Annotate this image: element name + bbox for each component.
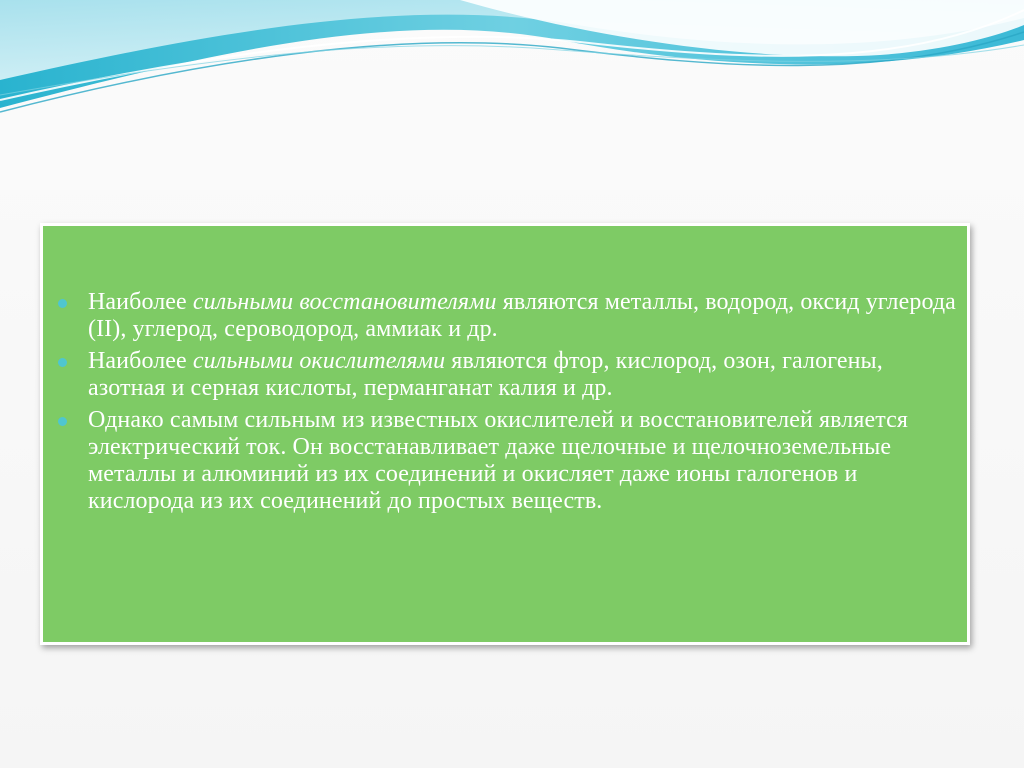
bullet-1-text-end: являются металлы, водород, оксид углерода (II), углерод, сероводород, аммиак и др. [88,289,956,342]
bullet-item-3 [58,407,963,515]
content-box [40,223,970,645]
bullet-item-2 [58,348,963,402]
bullet-2-emphasis: сильными окислителями [192,348,446,374]
bullet-2-text-end: являются фтор, кислород, озон, галогены, азотная и серная кислоты, перманганат калия и др. [88,348,883,401]
bullet-icon [58,299,67,308]
bullet-list [58,289,963,520]
bullet-2-text-start: Наиболее [88,348,193,374]
bullet-1-emphasis: сильными восстановителями [192,289,497,315]
bullet-icon [58,417,67,426]
bullet-icon [58,358,67,367]
decorative-waves-header [0,0,1024,130]
bullet-item-1 [58,289,963,343]
bullet-3-text: Однако самым сильным из известных окислителей и восстановителей является электрический ток. Он восстанавливает даже щелочные и щелочноземельные металлы и алюминий из их соединений и окисляет даже ионы галогенов и кислорода из их соединений до простых веществ. [88,407,909,514]
bullet-1-text-start: Наиболее [88,289,193,315]
